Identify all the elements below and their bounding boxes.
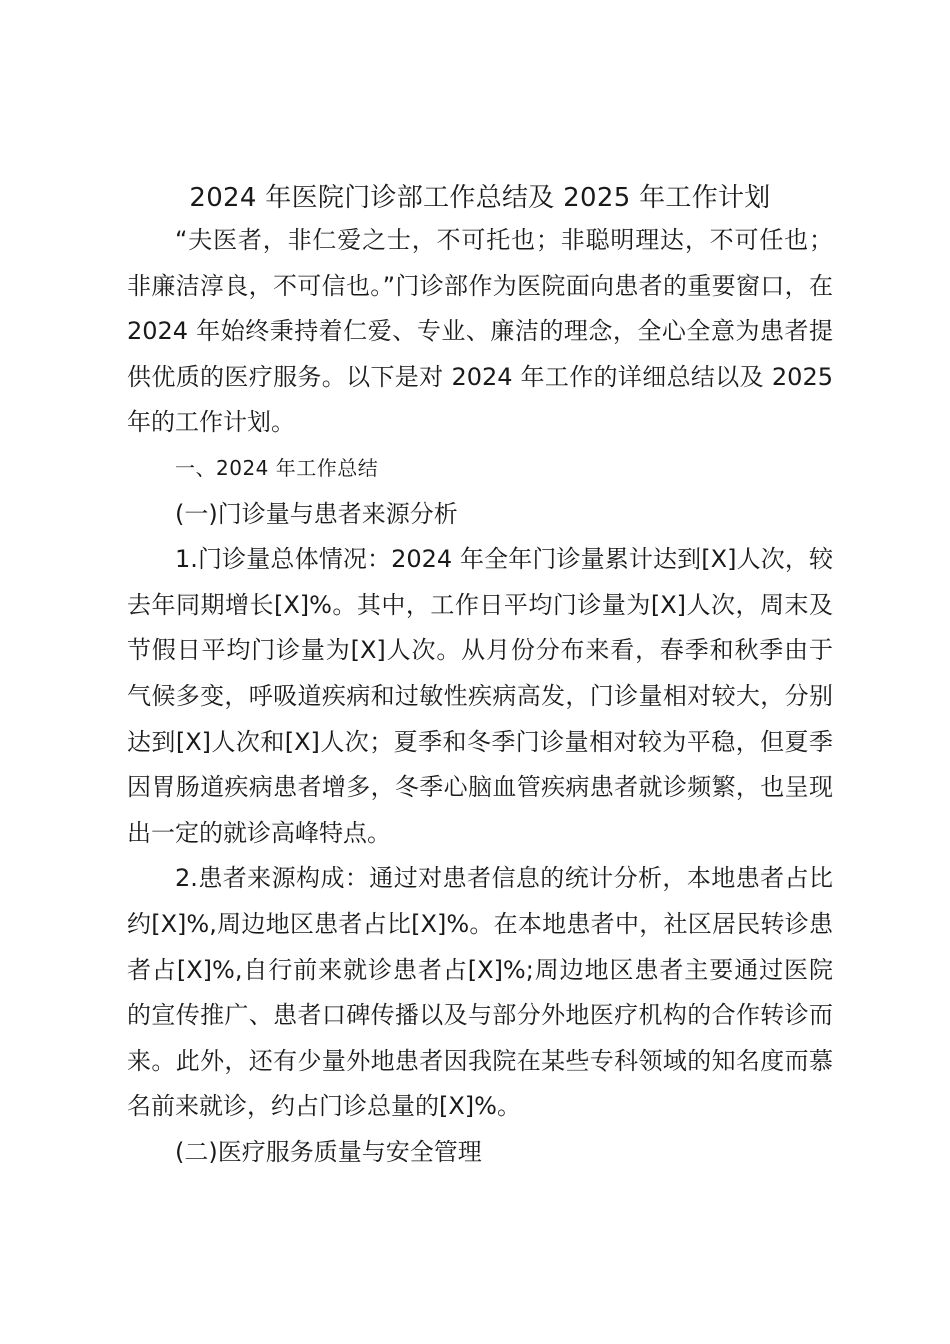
subsection-heading-service-quality: (二)医疗服务质量与安全管理 (175, 1137, 482, 1166)
document-title: 2024 年医院门诊部工作总结及 2025 年工作计划 (189, 183, 771, 213)
paragraph-patient-source: 2.患者来源构成：通过对患者信息的统计分析，本地患者占比约[X]%,周边地区患者占比[X]%。在本地患者中，社区居民转诊患者占[X]%,自行前来就诊患者占[X]%;周边地区患者主要通过医院的宣传推广、患者口碑传播以及与部分外地医疗机构的合作转诊而来。此外，还有少量外地患者因我院在某些专科领域的知名度而慕名前来就诊，约占门诊总量的[X]%。 (127, 864, 833, 1121)
document-body (127, 176, 833, 1175)
subsection-heading-outpatient-analysis: (一)门诊量与患者来源分析 (175, 499, 458, 528)
section-heading-work-summary: 一、2024 年工作总结 (175, 455, 379, 480)
paragraph-outpatient-volume: 1.门诊量总体情况：2024 年全年门诊量累计达到[X]人次，较去年同期增长[X]%。其中，工作日平均门诊量为[X]人次，周末及节假日平均门诊量为[X]人次。从月份分布来看，春季和秋季由于气候多变，呼吸道疾病和过敏性疾病高发，门诊量相对较大，分别达到[X]人次和[X]人次；夏季和冬季门诊量相对较为平稳，但夏季因胃肠道疾病患者增多，冬季心脑血管疾病患者就诊频繁，也呈现出一定的就诊高峰特点。 (127, 545, 833, 847)
intro-paragraph: “夫医者，非仁爱之士，不可托也；非聪明理达，不可任也；非廉洁淳良，不可信也。”门诊部作为医院面向患者的重要窗口，在 2024 年始终秉持着仁爱、专业、廉洁的理念，全心全意为患者提供优质的医疗服务。以下是对 2024 年工作的详细总结以及 2025 年的工作计划。 (127, 226, 833, 437)
